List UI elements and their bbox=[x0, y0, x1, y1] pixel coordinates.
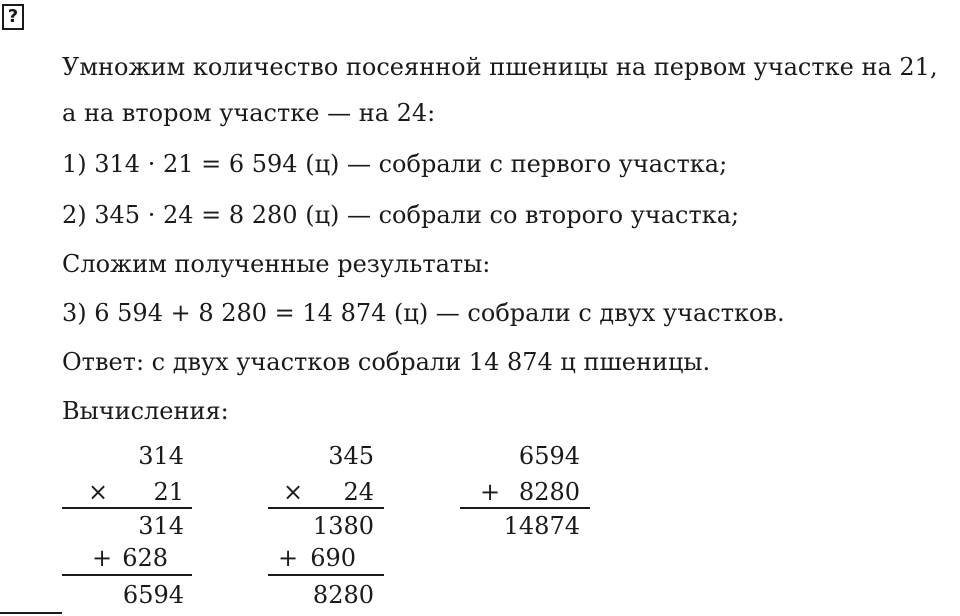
plus-sign: + bbox=[278, 544, 299, 572]
text-line-2: а на втором участке — на 24: bbox=[62, 99, 436, 127]
divider-line bbox=[460, 507, 590, 509]
question-badge: ? bbox=[2, 4, 24, 30]
multiplicand: 345 bbox=[328, 442, 374, 470]
product-result: 6594 bbox=[122, 581, 184, 609]
partial-product-2: 690 bbox=[310, 544, 356, 572]
corner-rule bbox=[0, 612, 62, 614]
addend-2: 8280 bbox=[518, 478, 580, 506]
text-line-4: 2) 345 · 24 = 8 280 (ц) — собрали со второго участка; bbox=[62, 201, 740, 229]
answer-line: Ответ: с двух участков собрали 14 874 ц пшеницы. bbox=[62, 348, 711, 376]
addend-1: 6594 bbox=[518, 442, 580, 470]
text-line-6: 3) 6 594 + 8 280 = 14 874 (ц) — собрали с двух участков. bbox=[62, 299, 785, 327]
product-result: 8280 bbox=[312, 581, 374, 609]
text-line-5: Сложим полученные результаты: bbox=[62, 250, 491, 278]
divider-line bbox=[268, 507, 384, 509]
multiply-sign: × bbox=[88, 478, 109, 506]
partial-product-2: 628 bbox=[122, 544, 168, 572]
text-line-1: Умножим количество посеянной пшеницы на первом участке на 21, bbox=[62, 53, 938, 81]
partial-product-1: 314 bbox=[138, 512, 184, 540]
divider-line bbox=[62, 574, 192, 576]
partial-product-1: 1380 bbox=[312, 512, 374, 540]
divider-line bbox=[62, 507, 192, 509]
calculations-heading: Вычисления: bbox=[62, 397, 229, 425]
multiplicand: 314 bbox=[138, 442, 184, 470]
multiplier: 24 bbox=[343, 478, 374, 506]
divider-line bbox=[268, 574, 384, 576]
text-line-3: 1) 314 · 21 = 6 594 (ц) — собрали с первого участка; bbox=[62, 150, 728, 178]
plus-sign: + bbox=[92, 544, 113, 572]
sum-result: 14874 bbox=[503, 512, 580, 540]
plus-sign: + bbox=[480, 478, 501, 506]
multiply-sign: × bbox=[283, 478, 304, 506]
multiplier: 21 bbox=[153, 478, 184, 506]
